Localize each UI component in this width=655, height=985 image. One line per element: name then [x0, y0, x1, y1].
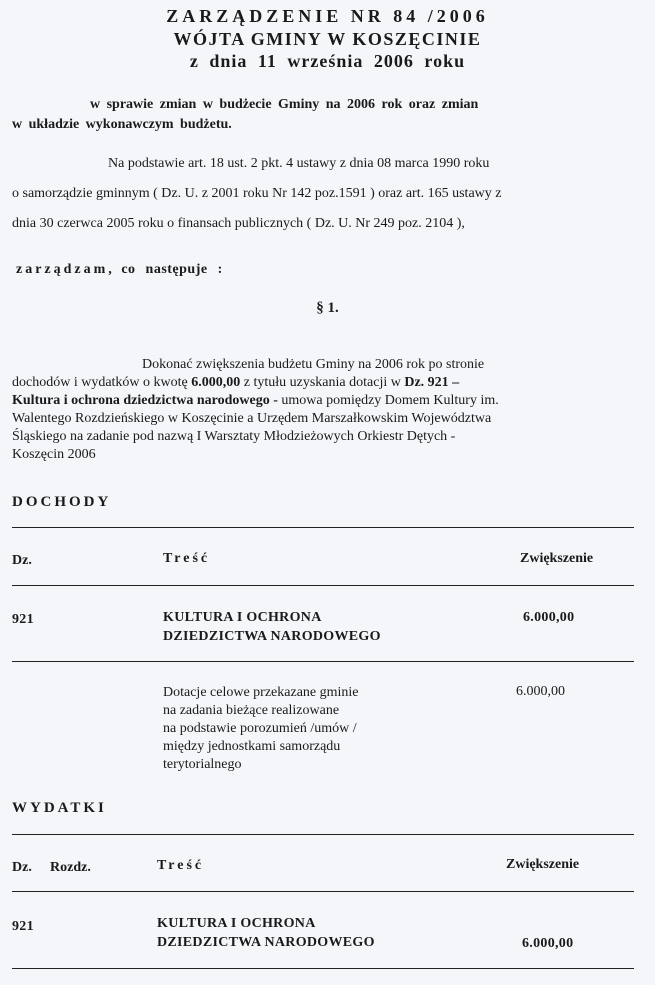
income-subrow-value: 6.000,00: [516, 684, 565, 699]
section-mark: § 1.: [316, 300, 339, 316]
expenses-col-tresc: Treść: [157, 858, 205, 873]
subject: [12, 95, 637, 135]
description-line: na podstawie porozumień /umów /: [163, 721, 357, 736]
income-subrow-description: [163, 684, 359, 774]
division-name: Kultura i ochrona dziedzictwa narodowego -: [12, 393, 282, 408]
tresc-line: DZIEDZICTWA NARODOWEGO: [163, 629, 381, 644]
income-col-dz: Dz.: [12, 553, 32, 568]
decree-word: zarządzam,: [16, 262, 115, 277]
basis-line-1: Na podstawie art. 18 ust. 2 pkt. 4 ustawy z dnia 08 marca 1990 roku: [108, 156, 490, 171]
body-text-run: umowa pomiędzy Domem Kultury im.: [281, 393, 499, 408]
basis-line-3: dnia 30 czerwca 2005 roku o finansach publicznych ( Dz. U. Nr 249 poz. 2104 ),: [12, 216, 465, 231]
description-line: między jednostkami samorządu: [163, 739, 341, 754]
document-title: ZARZĄDZENIE NR 84 /2006: [166, 6, 489, 26]
expenses-col-dz: Dz.: [12, 860, 32, 875]
divider: [12, 834, 634, 835]
income-col-zwiekszenie: Zwiększenie: [520, 551, 594, 566]
expenses-col-zwiekszenie: Zwiększenie: [506, 857, 580, 872]
divider: [12, 585, 634, 586]
basis-line-2: o samorządzie gminnym ( Dz. U. z 2001 roku Nr 142 poz.1591 ) oraz art. 165 ustawy z: [12, 186, 502, 201]
description-line: terytorialnego: [163, 757, 242, 772]
income-row-dz: 921: [12, 612, 34, 627]
expenses-row-dz: 921: [12, 919, 34, 934]
body-line-2: [12, 374, 637, 392]
expenses-col-rozdz: Rozdz.: [50, 860, 91, 875]
income-heading: DOCHODY: [12, 494, 112, 510]
decree-rest: co następuje :: [121, 262, 223, 277]
subject-line-2: w układzie wykonawczym budżetu.: [12, 117, 232, 132]
amount-text: 6.000,00: [191, 375, 241, 390]
body-text-run: dochodów i wydatków o kwotę: [12, 375, 192, 390]
body-line-3: [12, 392, 637, 410]
division-ref: Dz. 921 –: [404, 375, 460, 390]
income-row-tresc: [163, 608, 381, 646]
tresc-line: KULTURA I OCHRONA: [157, 916, 316, 931]
date-title: z dnia 11 września 2006 roku: [189, 51, 466, 71]
divider: [12, 661, 634, 662]
divider: [12, 527, 634, 528]
expenses-heading: WYDATKI: [12, 800, 107, 816]
income-row-value: 6.000,00: [523, 610, 575, 625]
divider: [12, 968, 634, 969]
description-line: na zadania bieżące realizowane: [163, 703, 340, 718]
divider: [12, 891, 634, 892]
subject-line-1: w sprawie zmian w budżecie Gminy na 2006 rok oraz zmian: [90, 97, 479, 112]
body-line-4: Walentego Rozdzieńskiego w Koszęcinie a Urzędem Marszałkowskim Województwa: [12, 411, 492, 426]
body-text-run: z tytułu uzyskania dotacji w: [240, 375, 405, 390]
income-col-tresc: Treść: [163, 551, 211, 566]
expenses-row-value: 6.000,00: [522, 936, 574, 951]
tresc-line: KULTURA I OCHRONA: [163, 610, 322, 625]
body-line-6: Koszęcin 2006: [12, 447, 96, 462]
body-text: [12, 356, 637, 464]
legal-basis: [12, 149, 637, 239]
description-line: Dotacje celowe przekazane gminie: [163, 685, 359, 700]
decree-phrase: [16, 262, 223, 278]
expenses-row-tresc: [157, 914, 375, 952]
body-line-5: Śląskiego na zadanie pod nazwą I Warsztaty Młodzieżowych Orkiestr Dętych -: [12, 429, 456, 444]
body-line-1: Dokonać zwiększenia budżetu Gminy na 2006 rok po stronie: [142, 357, 485, 372]
tresc-line: DZIEDZICTWA NARODOWEGO: [157, 935, 375, 950]
issuer-title: WÓJTA GMINY W KOSZĘCINIE: [173, 29, 482, 49]
